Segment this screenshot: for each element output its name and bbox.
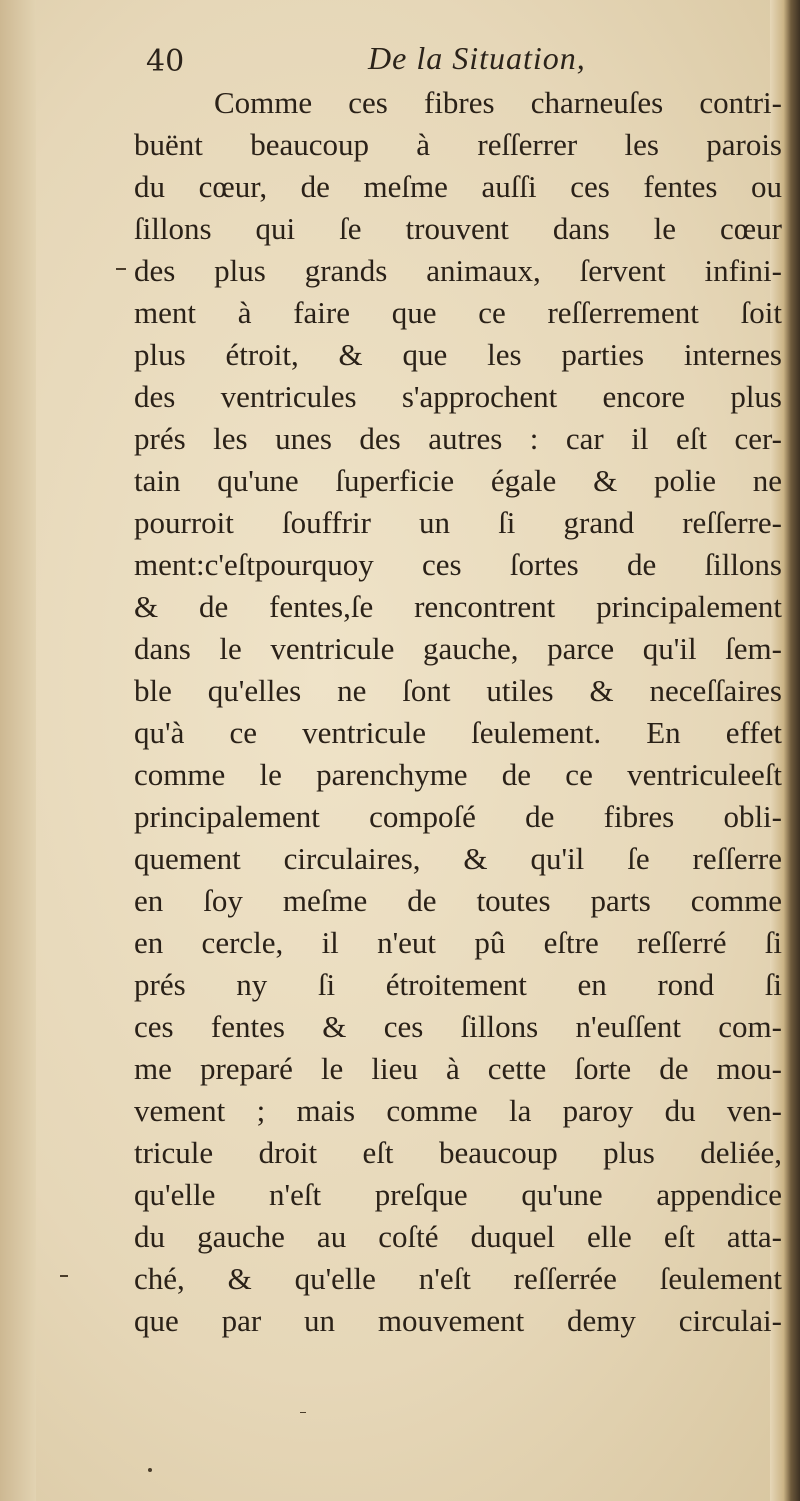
text-line: tricule droit eſt beaucoup plus deliée, [134, 1135, 782, 1170]
text-line: des ventricules s'approchent encore plus [134, 379, 782, 414]
text-line: en cercle, il n'eut pû eſtre reſſerré ſi [134, 925, 782, 960]
text-line: en ſoy meſme de toutes parts comme [134, 883, 782, 918]
text-line: ſillons qui ſe trouvent dans le cœur [134, 211, 782, 246]
text-line: vement ; mais comme la paroy du ven- [134, 1093, 782, 1128]
text-line: principalement compoſé de fibres obli- [134, 799, 782, 834]
text-line: ble qu'elles ne ſont utiles & neceſſaires [134, 673, 782, 708]
text-line: ment:c'eſtpourquoy ces ſortes de ſillons [134, 547, 782, 582]
ink-mark [300, 1412, 306, 1413]
text-line: que par un mouvement demy circulai- [134, 1303, 782, 1338]
text-line: quement circulaires, & qu'il ſe reſſerre [134, 841, 782, 876]
text-line: & de fentes,ſe rencontrent principalement [134, 589, 782, 624]
text-line: dans le ventricule gauche, parce qu'il ſem- [134, 631, 782, 666]
text-line: ces fentes & ces ſillons n'euſſent com- [134, 1009, 782, 1044]
ink-mark [148, 1468, 152, 1472]
text-line: comme le parenchyme de ce ventriculeeſt [134, 757, 782, 792]
text-line: du gauche au coſté duquel elle eſt atta- [134, 1219, 782, 1254]
text-line: du cœur, de meſme auſſi ces fentes ou [134, 169, 782, 204]
text-line: pourroit ſouffrir un ſi grand reſſerre- [134, 505, 782, 540]
text-line: me preparé le lieu à cette ſorte de mou- [134, 1051, 782, 1086]
page-gutter [0, 0, 36, 1501]
ink-mark [60, 1275, 68, 1277]
ink-mark [116, 268, 126, 270]
body-text [134, 82, 784, 1372]
page-number: 40 [146, 44, 185, 79]
text-line: plus étroit, & que les parties internes [134, 337, 782, 372]
text-line: buënt beaucoup à reſſerrer les parois [134, 127, 782, 162]
text-line: qu'elle n'eſt preſque qu'une appendice [134, 1177, 782, 1212]
text-line: prés ny ſi étroitement en rond ſi [134, 967, 782, 1002]
text-line: qu'à ce ventricule ſeulement. En effet [134, 715, 782, 750]
text-line: tain qu'une ſuperficie égale & polie ne [134, 463, 782, 498]
text-line: ché, & qu'elle n'eſt reſſerrée ſeulement [134, 1261, 782, 1296]
text-line: ment à faire que ce reſſerrement ſoit [134, 295, 782, 330]
text-line: Comme ces fibres charneuſes contri- [214, 85, 782, 120]
text-line: des plus grands animaux, ſervent infini- [134, 253, 782, 288]
text-line: prés les unes des autres : car il eſt cer- [134, 421, 782, 456]
running-title: De la Situation, [368, 40, 586, 76]
